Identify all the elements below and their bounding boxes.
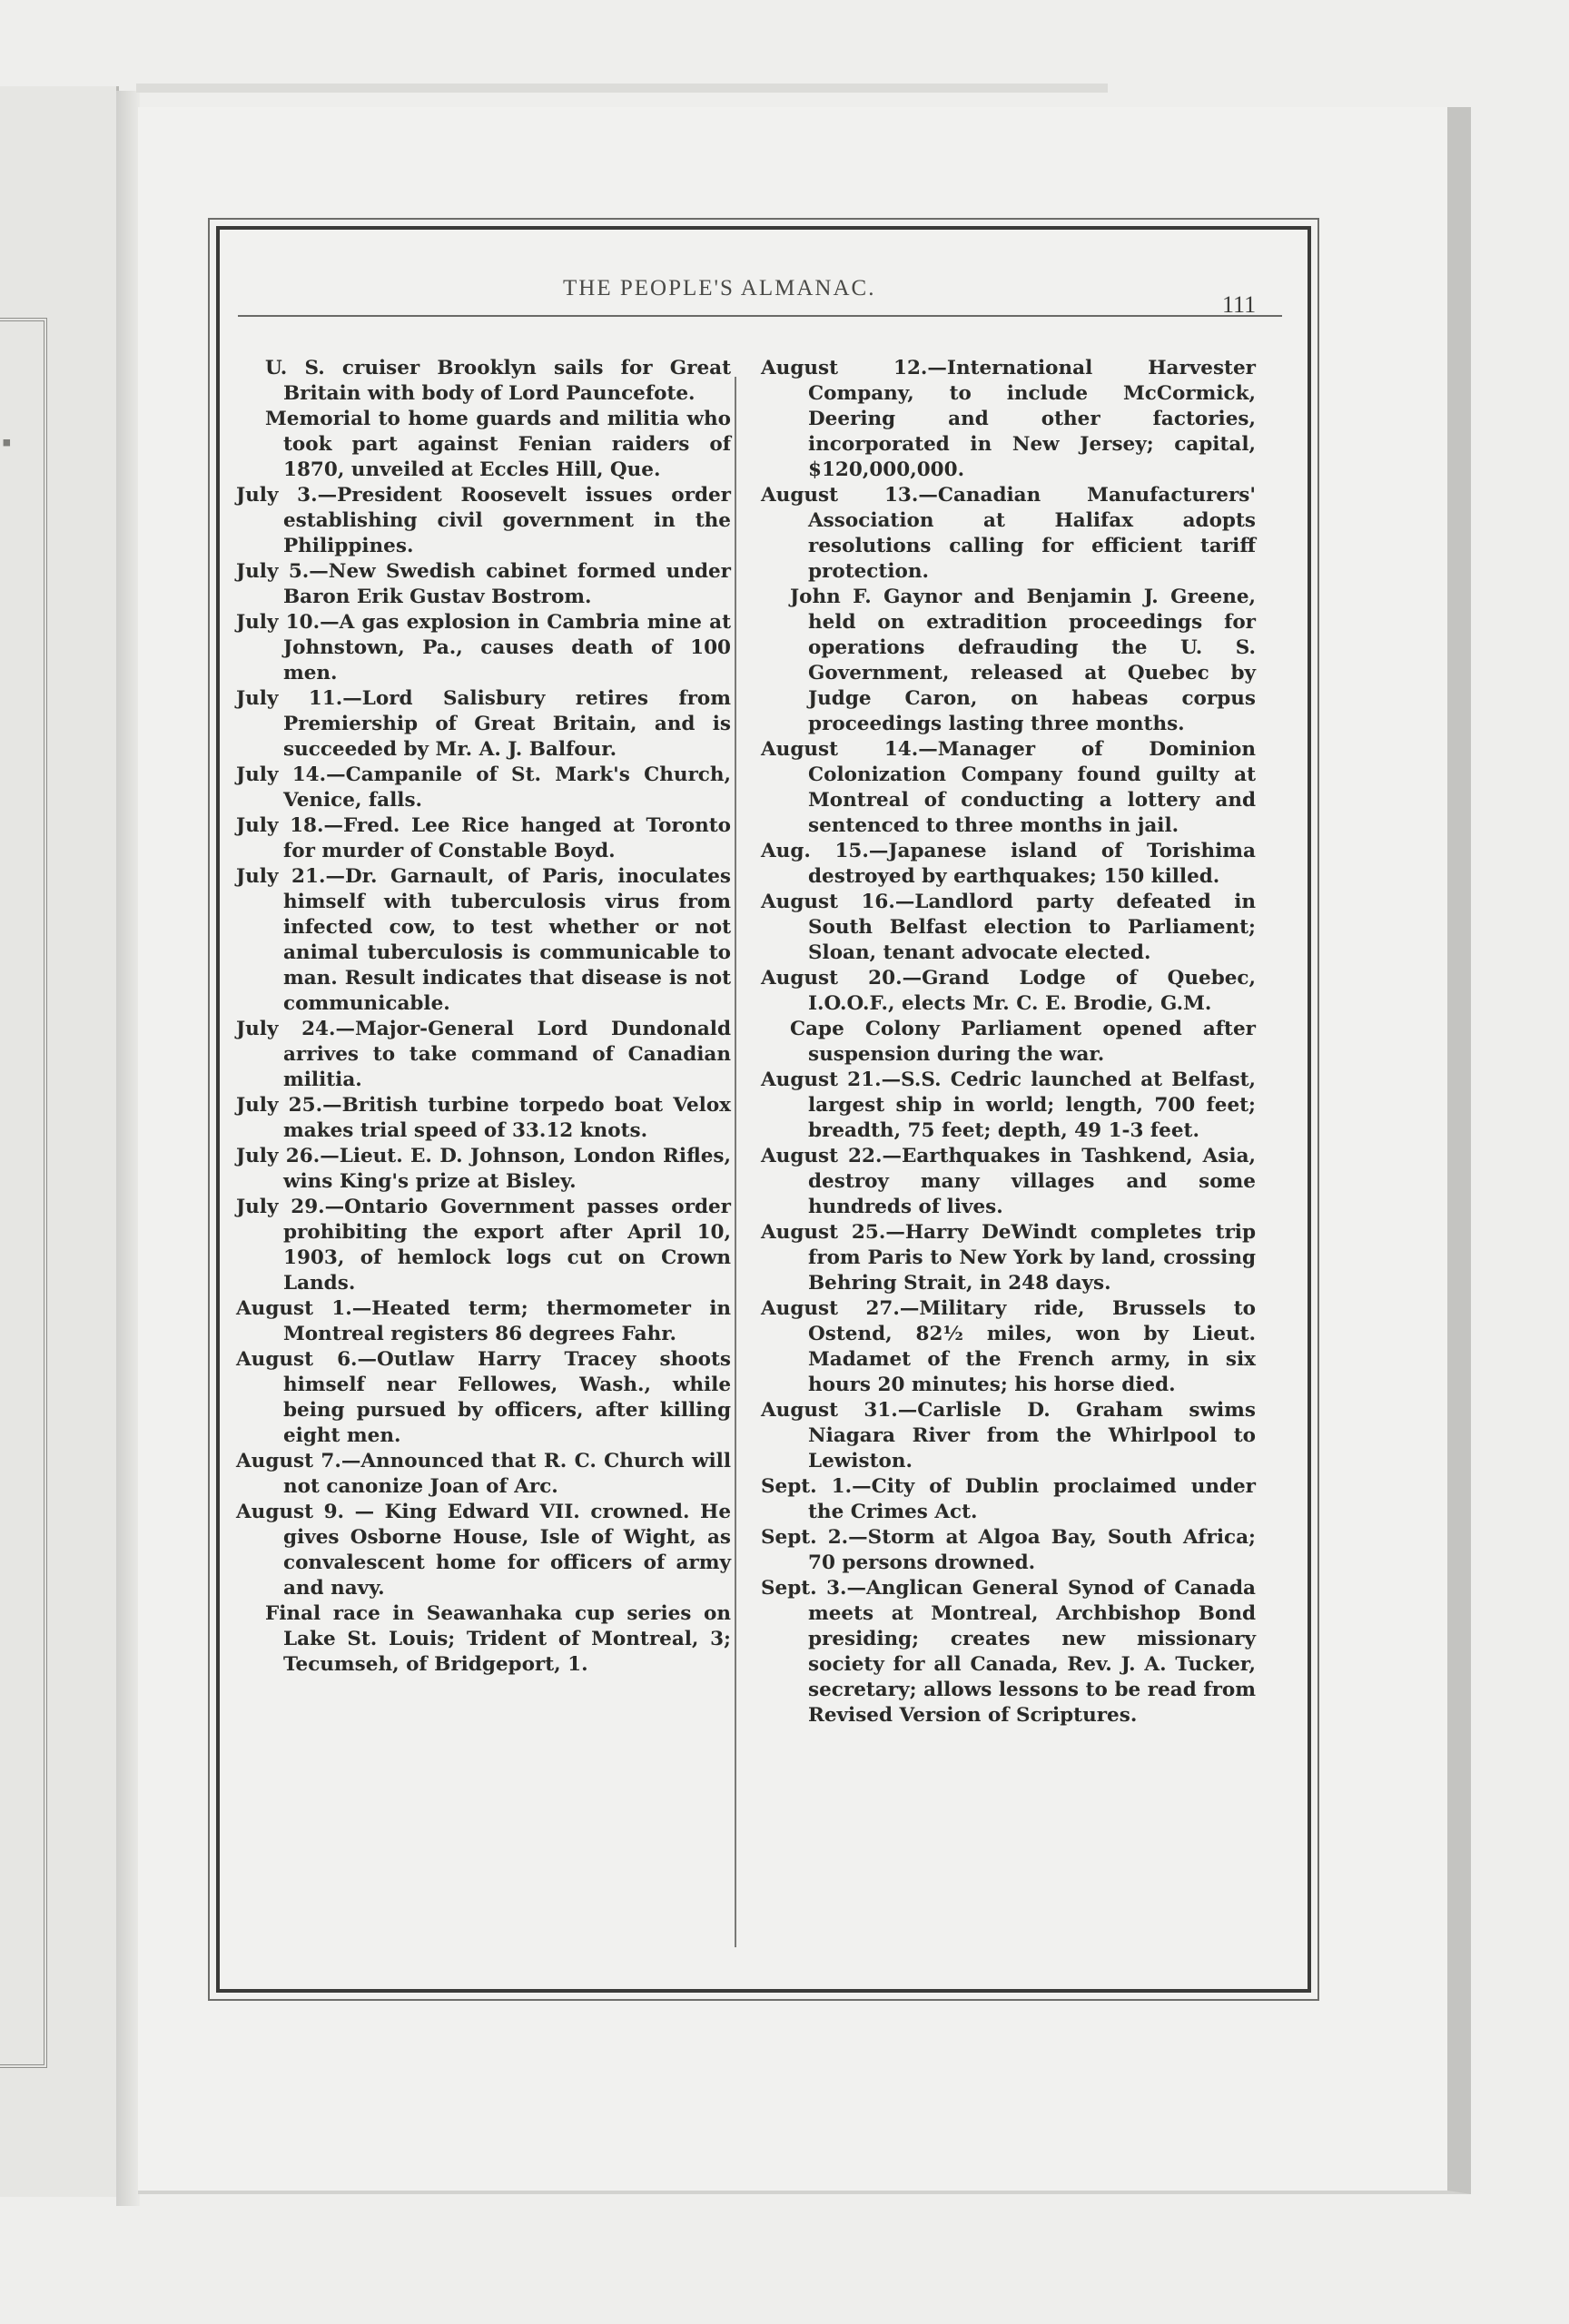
- chronology-entry: August 12.—International Harvester Company, to include McCormick, Deering and other factories, incorporated in New Jersey; capital, $120,000,000.: [761, 357, 1256, 481]
- chronology-entry: July 10.—A gas explosion in Cambria mine at Johnstown, Pa., causes death of 100 men.: [236, 611, 731, 684]
- page-top-edge: [136, 84, 1108, 93]
- chronology-entry: July 29.—Ontario Government passes order prohibiting the export after April 10, 1903, of hemlock logs cut on Crown Lands.: [236, 1196, 731, 1295]
- chronology-entry: August 27.—Military ride, Brussels to Ostend, 82½ miles, won by Lieut. Madamet of the French army, in six hours 20 minutes; his horse died.: [761, 1297, 1256, 1396]
- chronology-entry: Sept. 1.—City of Dublin proclaimed under the Crimes Act.: [761, 1475, 1256, 1523]
- column-divider: [735, 377, 736, 1947]
- chronology-entry: Aug. 15.—Japanese island of Torishima destroyed by earthquakes; 150 killed.: [761, 840, 1256, 888]
- chronology-entry: August 9. — King Edward VII. crowned. He gives Osborne House, Isle of Wight, as convalescent home for officers of army and navy.: [236, 1501, 731, 1600]
- chronology-entry: July 25.—British turbine torpedo boat Velox makes trial speed of 33.12 knots.: [236, 1094, 731, 1142]
- left-column: [236, 356, 731, 1678]
- chronology-entry: August 1.—Heated term; thermometer in Montreal registers 86 degrees Fahr.: [236, 1297, 731, 1345]
- chronology-entry: August 14.—Manager of Dominion Colonization Company found guilty at Montreal of conducting a lottery and sentenced to three months in jail.: [761, 738, 1256, 837]
- chronology-entry: Sept. 2.—Storm at Algoa Bay, South Africa; 70 persons drowned.: [761, 1526, 1256, 1574]
- chronology-entry: August 21.—S.S. Cedric launched at Belfast, largest ship in world; length, 700 feet; breadth, 75 feet; depth, 49 1-3 feet.: [761, 1068, 1256, 1142]
- chronology-entry: Final race in Seawanhaka cup series on Lake St. Louis; Trident of Montreal, 3; Tecumseh, of Bridgeport, 1.: [265, 1602, 731, 1676]
- chronology-entry: August 13.—Canadian Manufacturers' Association at Halifax adopts resolutions calling for efficient tariff protection.: [761, 484, 1256, 583]
- chronology-entry: August 31.—Carlisle D. Graham swims Niagara River from the Whirlpool to Lewiston.: [761, 1399, 1256, 1472]
- chronology-entry: July 11.—Lord Salisbury retires from Premiership of Great Britain, and is succeeded by Mr. A. J. Balfour.: [236, 687, 731, 761]
- chronology-entry: August 16.—Landlord party defeated in South Belfast election to Parliament; Sloan, tenant advocate elected.: [761, 891, 1256, 964]
- previous-page-fragment: ▪: [2, 428, 12, 458]
- page-number: 111: [1222, 291, 1257, 318]
- chronology-entry: John F. Gaynor and Benjamin J. Greene, held on extradition proceedings for operations defrauding the U. S. Government, released at Quebec by Judge Caron, on habeas corpus proceedings lasting three months.: [790, 586, 1256, 735]
- chronology-entry: July 26.—Lieut. E. D. Johnson, London Rifles, wins King's prize at Bisley.: [236, 1145, 731, 1193]
- chronology-entry: August 25.—Harry DeWindt completes trip from Paris to New York by land, crossing Behring Strait, in 248 days.: [761, 1221, 1256, 1295]
- right-column: [761, 356, 1256, 1728]
- chronology-entry: Memorial to home guards and militia who took part against Fenian raiders of 1870, unveiled at Eccles Hill, Que.: [265, 408, 731, 481]
- chronology-entry: August 6.—Outlaw Harry Tracey shoots himself near Fellowes, Wash., while being pursued by officers, after killing eight men.: [236, 1348, 731, 1447]
- chronology-entry: August 22.—Earthquakes in Tashkend, Asia, destroy many villages and some hundreds of lives.: [761, 1145, 1256, 1218]
- chronology-entry: July 21.—Dr. Garnault, of Paris, inoculates himself with tuberculosis virus from infected cow, to test whether or not animal tuberculosis is communicable to man. Result indicates that disease is not communicable.: [236, 865, 731, 1015]
- book-gutter: [116, 91, 140, 2206]
- chronology-entry: July 5.—New Swedish cabinet formed under Baron Erik Gustav Bostrom.: [236, 560, 731, 608]
- chronology-entry: July 24.—Major-General Lord Dundonald arrives to take command of Canadian militia.: [236, 1018, 731, 1091]
- chronology-entry: July 14.—Campanile of St. Mark's Church, Venice, falls.: [236, 763, 731, 812]
- chronology-entry: August 7.—Announced that R. C. Church will not canonize Joan of Arc.: [236, 1450, 731, 1498]
- running-head: THE PEOPLE'S ALMANAC.: [563, 276, 876, 300]
- previous-page-border: [0, 318, 47, 2068]
- chronology-entry: Sept. 3.—Anglican General Synod of Canada meets at Montreal, Archbishop Bond presiding; creates new missionary society for all Canada, Rev. J. A. Tucker, secretary; allows lessons to be read from Revised Version of Scriptures.: [761, 1577, 1256, 1727]
- header-rule: [238, 315, 1282, 317]
- chronology-entry: August 20.—Grand Lodge of Quebec, I.O.O.F., elects Mr. C. E. Brodie, G.M.: [761, 967, 1256, 1015]
- chronology-entry: July 3.—President Roosevelt issues order establishing civil government in the Philippines.: [236, 484, 731, 557]
- chronology-entry: Cape Colony Parliament opened after suspension during the war.: [790, 1018, 1256, 1066]
- previous-page: [0, 86, 119, 2197]
- chronology-entry: July 18.—Fred. Lee Rice hanged at Toronto for murder of Constable Boyd.: [236, 814, 731, 862]
- chronology-entry: U. S. cruiser Brooklyn sails for Great Britain with body of Lord Pauncefote.: [265, 357, 731, 405]
